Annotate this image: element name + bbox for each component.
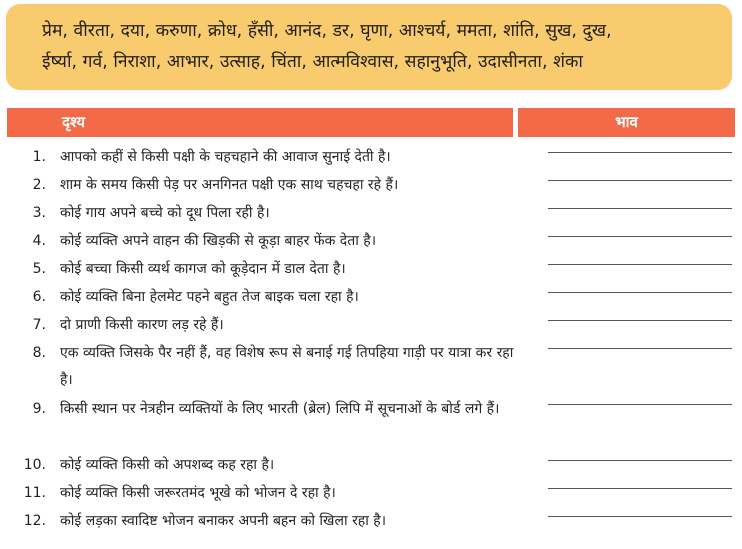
answer-line[interactable] <box>548 348 732 349</box>
answer-line[interactable] <box>548 152 732 153</box>
answer-line[interactable] <box>548 292 732 293</box>
row-number: 10. <box>23 457 46 473</box>
answer-line[interactable] <box>548 404 732 405</box>
answer-line[interactable] <box>548 488 732 489</box>
row-number: 12. <box>23 513 46 529</box>
row-number: 9. <box>32 401 46 417</box>
scene-text: दो प्राणी किसी कारण लड़ रहे हैं। <box>60 317 224 333</box>
row-number: 7. <box>32 317 46 333</box>
emotion-words-line-1: प्रेम, वीरता, दया, करुणा, क्रोध, हँसी, आनंद, डर, घृणा, आश्चर्य, ममता, शांति, सुख, दुख, <box>42 21 612 41</box>
scene-text: कोई बच्चा किसी व्यर्थ कागज को कूड़ेदान में डाल देता है। <box>60 261 346 277</box>
row-number: 6. <box>32 289 46 305</box>
row-number: 11. <box>23 485 46 501</box>
scene-text: कोई व्यक्ति किसी जरूरतमंद भूखे को भोजन दे रहा है। <box>60 485 336 501</box>
column-header-emotion: भाव <box>518 108 735 137</box>
scene-text: किसी स्थान पर नेत्रहीन व्यक्तियों के लिए भारती (ब्रेल) लिपि में सूचनाओं के बोर्ड लगे हैं। <box>60 401 500 417</box>
scene-text: कोई गाय अपने बच्चे को दूध पिला रही है। <box>60 205 270 221</box>
answer-line[interactable] <box>548 264 732 265</box>
answer-line[interactable] <box>548 236 732 237</box>
answer-line[interactable] <box>548 516 732 517</box>
row-number: 3. <box>32 205 46 221</box>
emotion-word-box <box>6 4 732 90</box>
row-number: 8. <box>32 345 46 361</box>
scene-text: कोई व्यक्ति अपने वाहन की खिड़की से कूड़ा बाहर फेंक देता है। <box>60 233 377 249</box>
scene-text: एक व्यक्ति जिसके पैर नहीं हैं, वह विशेष रूप से बनाई गई तिपहिया गाड़ी पर यात्रा कर रहा है। <box>60 345 514 388</box>
row-number: 2. <box>32 177 46 193</box>
scene-text: आपको कहीं से किसी पक्षी के चहचहाने की आवाज सुनाई देती है। <box>60 149 391 165</box>
answer-line[interactable] <box>548 460 732 461</box>
row-number: 5. <box>32 261 46 277</box>
answer-line[interactable] <box>548 320 732 321</box>
row-number: 4. <box>32 233 46 249</box>
answer-line[interactable] <box>548 180 732 181</box>
answer-line[interactable] <box>548 208 732 209</box>
emotion-words-line-2: ईर्ष्या, गर्व, निराशा, आभार, उत्साह, चिंता, आत्मविश्वास, सहानुभूति, उदासीनता, शंका <box>42 52 583 72</box>
scene-text: कोई व्यक्ति बिना हेलमेट पहने बहुत तेज बाइक चला रहा है। <box>60 289 359 305</box>
column-header-scene: दृश्य <box>7 108 513 137</box>
scene-text: कोई लड़का स्वादिष्ट भोजन बनाकर अपनी बहन को खिला रहा है। <box>60 513 387 529</box>
scene-text: कोई व्यक्ति किसी को अपशब्द कह रहा है। <box>60 457 275 473</box>
scene-text: शाम के समय किसी पेड़ पर अनगिनत पक्षी एक साथ चहचहा रहे हैं। <box>60 177 399 193</box>
row-number: 1. <box>32 149 46 165</box>
